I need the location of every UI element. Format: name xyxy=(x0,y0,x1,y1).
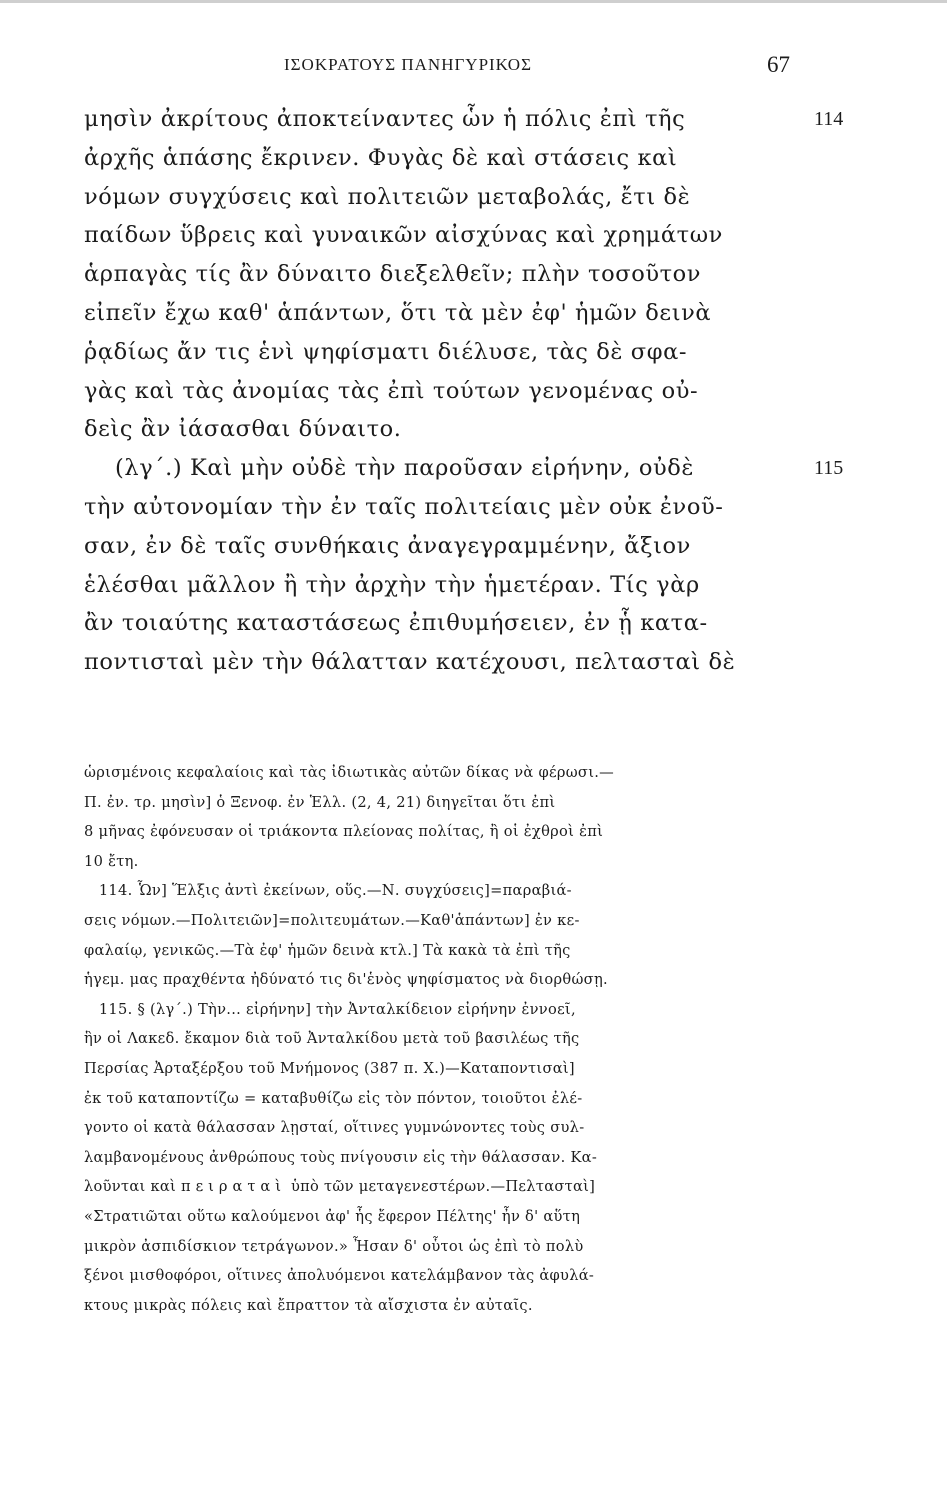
note-line: σεις νόμων.—Πολιτειῶν]=πολιτευμάτων.—Καθ'ἁπάντων] ἐν κε- xyxy=(84,911,580,929)
text-line: γὰς καὶ τὰς ἀνομίας τὰς ἐπὶ τούτων γενομένας οὐ- xyxy=(84,377,699,404)
text-line: ποντισταὶ μὲν τὴν θάλατταν κατέχουσι, πελτασταὶ δὲ xyxy=(84,649,736,676)
note-line: 114. Ὧν] Ἕλξις ἀντὶ ἐκείνων, οὕς.—Ν. συγχύσεις]=παραβιά- xyxy=(84,882,572,900)
text-line: ἀρχῆς ἁπάσης ἔκρινεν. Φυγὰς δὲ καὶ στάσεις καὶ xyxy=(84,144,678,171)
section-number: 114 xyxy=(814,108,844,130)
text-line: μησὶν ἀκρίτους ἀποκτείναντες ὧν ἡ πόλις ἐπὶ τῆς 114 xyxy=(84,100,804,139)
text-line: σαν, ἐν δὲ ταῖς συνθήκαις ἀναγεγραμμένην, ἄξιον xyxy=(84,532,691,559)
note-line: «Στρατιῶται οὕτω καλούμενοι ἀφ' ἧς ἔφερον Πέλτης' ἦν δ' αὕτη xyxy=(84,1207,581,1225)
note-line: ἡγεμ. μας πραχθέντα ἠδύνατό τις δι'ἑνὸς ψηφίσματος νὰ διορθώσῃ. xyxy=(84,971,608,989)
text-line: παίδων ὕβρεις καὶ γυναικῶν αἰσχύνας καὶ χρημάτων xyxy=(84,222,723,249)
text-line: ἂν τοιαύτης καταστάσεως ἐπιθυμήσειεν, ἐν ᾗ κατα- xyxy=(84,610,708,637)
note-line: λαμβανομένους ἀνθρώπους τοὺς πνίγουσιν εἰς τὴν θάλασσαν. Κα- xyxy=(84,1148,598,1166)
text-line: νόμων συγχύσεις καὶ πολιτειῶν μεταβολάς, ἔτι δὲ xyxy=(84,183,691,210)
page-number: 67 xyxy=(767,52,790,77)
note-line: ἐκ τοῦ καταποντίζω = καταβυθίζω εἰς τὸν πόντον, τοιοῦτοι ἐλέ- xyxy=(84,1089,583,1107)
footnotes xyxy=(84,758,804,1320)
note-line: κτους μικρὰς πόλεις καὶ ἔπραττον τὰ αἴσχιστα ἐν αὐταῖς. xyxy=(84,1296,533,1314)
note-line: Περσίας Ἀρταξέρξου τοῦ Μνήμονος (387 π. Χ.)—Καταποντισαὶ] xyxy=(84,1059,575,1077)
note-line: ὡρισμένοις κεφαλαίοις καὶ τὰς ἰδιωτικὰς αὐτῶν δίκας νὰ φέρωσι.— xyxy=(84,764,615,781)
note-line: 115. § (λγ΄.) Τὴν... εἰρήνην] τὴν Ἀνταλκίδειον εἰρήνην ἐννοεῖ, xyxy=(84,1000,576,1018)
page-header xyxy=(84,50,798,80)
note-line: γοντο οἱ κατὰ θάλασσαν λῃσταί, οἵτινες γυμνώνοντες τοὺς συλ- xyxy=(84,1119,585,1137)
main-text xyxy=(84,100,844,682)
note-line: Π. ἐν. τρ. μησὶν] ὁ Ξενοφ. ἐν Ἑλλ. (2, 4, 21) διηγεῖται ὅτι ἐπὶ xyxy=(84,793,556,811)
text-line: εἰπεῖν ἔχω καθ' ἁπάντων, ὅτι τὰ μὲν ἐφ' ἡμῶν δεινὰ xyxy=(84,299,712,326)
section-number: 115 xyxy=(814,457,844,480)
text-line: (λγ΄.) Καὶ μὴν οὐδὲ τὴν παροῦσαν εἰρήνην, οὐδὲ 115 xyxy=(84,449,804,488)
note-line: ἣν οἱ Λακεδ. ἔκαμον διὰ τοῦ Ἀνταλκίδου μετὰ τοῦ βασιλέως τῆς xyxy=(84,1030,580,1048)
note-line: ξένοι μισθοφόροι, οἵτινες ἀπολυόμενοι κατελάμβανον τὰς ἀφυλά- xyxy=(84,1267,595,1285)
text-line: τὴν αὐτονομίαν τὴν ἐν ταῖς πολιτείαις μὲν οὐκ ἐνοῦ- xyxy=(84,493,724,520)
text-line: ἁρπαγὰς τίς ἂν δύναιτο διεξελθεῖν; πλὴν τοσοῦτον xyxy=(84,261,702,288)
text-line: ἑλέσθαι μᾶλλον ἢ τὴν ἀρχὴν τὴν ἡμετέραν. Τίς γὰρ xyxy=(84,571,700,598)
note-line: 8 μῆνας ἐφόνευσαν οἱ τριάκοντα πλείονας πολίτας, ἢ οἱ ἐχθροὶ ἐπὶ xyxy=(84,823,604,841)
running-title: ΙΣΟΚΡΑΤΟΥΣ ΠΑΝΗΓΥΡΙΚΟΣ xyxy=(284,55,532,74)
note-line: λοῦνται καὶ πειραταὶ ὑπὸ τῶν μεταγενεστέρων.—Πελτασταὶ] xyxy=(84,1178,596,1196)
text-line: ῥᾳδίως ἄν τις ἑνὶ ψηφίσματι διέλυσε, τὰς δὲ σφα- xyxy=(84,338,688,365)
spaced-word: πειραταὶ xyxy=(181,1178,286,1196)
top-border xyxy=(0,0,947,3)
note-line: φαλαίῳ, γενικῶς.—Τὰ ἐφ' ἡμῶν δεινὰ κτλ.] Τὰ κακὰ τὰ ἐπὶ τῆς xyxy=(84,941,571,959)
text-line: δεὶς ἂν ἰάσασθαι δύναιτο. xyxy=(84,416,402,443)
note-line: μικρὸν ἀσπιδίσκιον τετράγωνον.» Ἦσαν δ' οὗτοι ὡς ἐπὶ τὸ πολὺ xyxy=(84,1237,584,1255)
note-line: 10 ἔτη. xyxy=(84,852,139,870)
